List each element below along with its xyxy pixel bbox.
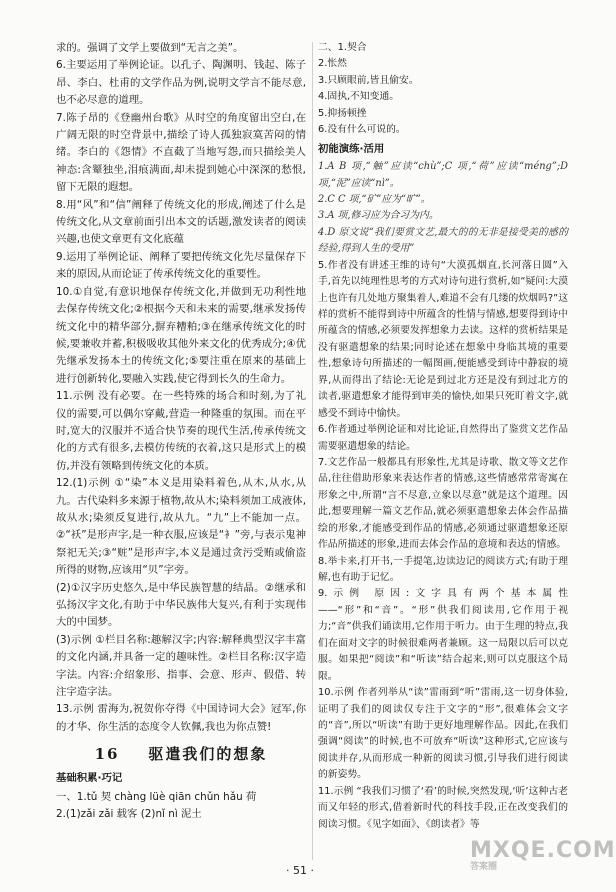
- answer-paragraph: 7.陈子昂的《登幽州台歌》从时空的角度留出空白,在广阔无限的时空背景中,描绘了诗人孤独寂寞苦闷的情绪。李白的《怨情》不直截了当地写怨,而只描绘美人神态:含颦独坐,泪痕满面,却未提到她心中深深的愁恨,留下无限的遐想。: [56, 111, 306, 194]
- answer-paragraph: 11.示例 没有必要。在一些特殊的场合和时刻,为了礼仪的需要,可以偶尔穿戴,营造一种隆重的氛围。而在平时,宽大的汉服并不适合快节奏的现代生活,传承传统文化的方式有很多,去模仿传统的衣着,这只是形式上的模仿,并没有领略到传统文化的本质。: [56, 390, 306, 472]
- handwritten-answer: 2.C C 项,“矿”应为“旷”。: [318, 193, 431, 205]
- answer-line: 5.抑扬顿挫: [318, 107, 367, 119]
- lesson-heading: [56, 746, 306, 763]
- pinyin-line: 2.(1)zǎi zǎi 载客 (2)nǐ nì 泥土: [56, 808, 202, 821]
- answer-paragraph: (2)①汉字历史悠久,是中华民族智慧的结晶。②继承和弘扬汉字文化,有助于中华民族伟大复兴,有利于实现伟大的中国梦。: [56, 581, 306, 629]
- answer-paragraph: 11.示例 “我我们习惯了‘看’的时候,突然发现,‘听’这种古老而又年轻的形式,借着新时代的科技手段,正在改变我们的阅读习惯。《见字如面》、《朗读者》等: [318, 785, 568, 830]
- watermark-logo: [470, 838, 616, 884]
- left-column: [56, 40, 306, 824]
- answer-paragraph: 6.主要运用了举例论证。以孔子、陶渊明、钱起、陈子昂、李白、杜甫的文学作品为例,说明文学言不能尽意,也不必尽意的道理。: [56, 59, 306, 107]
- answer-paragraph: (3)示例 ①栏目名称:趣解汉字;内容:解释典型汉字丰富的文化内涵,并具备一定的趣味性。②栏目名称:汉字造字法。内容:介绍象形、指事、会意、形声、假借、转注字造字法。: [56, 633, 306, 699]
- answer-paragraph: 7.文艺作品一般都具有形象性,尤其是诗歌、散文等文艺作品,往往借助形象来表达作者的情感,这些情感常常寄寓在形象之中,所谓“言不尽意,立象以尽意”就是这个道理。因此,想要理解一篇文艺作品,就必须驱遣想象去体会作品描绘的形象,才能感受到作品的情感,必须通过驱遣想象还原作品所描述的形象,进而去体会作品的意境和表达的情感。: [318, 456, 568, 551]
- handwritten-answer: 1.A B 项,“触”应读“chù”;C 项,“荷”应读“méng”;D 项,“泥”应读“nì”。: [318, 161, 568, 189]
- answer-paragraph: 8.举卡来,打开书,一手提笔,边读边记的阅读方式;有助于理解,也有助于记忆。: [318, 555, 568, 583]
- handwritten-answer: 4.D 原文说“我们要赏文艺,最大的的无非是接受美的感的经验,得到人生的受用”: [318, 226, 568, 255]
- answer-line: 2.怅然: [318, 58, 347, 70]
- right-column: [318, 40, 568, 833]
- watermark-sub: 答案圈: [470, 862, 498, 872]
- lesson-number: 16: [94, 745, 120, 764]
- handwritten-answer: 3.A 项,修习应为合习为内。: [318, 210, 439, 222]
- answer-paragraph: 8.用“风”和“信”阐释了传统文化的形成,阐述了什么是传统文化,从文章前面引出本文的话题,激发读者的阅读兴趣,也使文章更有文化底蕴: [56, 198, 306, 246]
- answer-line: 4.固执,不知变通。: [318, 91, 400, 103]
- answer-paragraph: 求的。强调了文学上要做到“无言之美”。: [56, 42, 244, 54]
- answer-paragraph: 12.(1)示例 ①“染”本义是用染料着色,从木,从水,从九。古代染料多来源于植物,故从木;染料须加工成液体,故从水;染须反复进行,故从九。“九”上不能加一点。②“袄”是形声字,是一种衣服,应该是“衤”旁,与表示鬼神祭祀无关;③“赃”是形声字,本义是通过贪污受贿或偷盗所得的财物,应该用“贝”字旁。: [56, 477, 306, 577]
- answer-paragraph: 5.作者没有讲述王维的诗句“大漠孤烟直,长河落日圆”入手,首先以纯理性思考的方式对诗句进行赏析,如“疑问:大漠上也许有几处地方聚集着人,难道不会有几缕的炊烟吗?”这样的赏析不能得到诗中所蕴含的性情与情感,想要得到诗中所蕴含的情感,必须要发挥想象力去读。这样的赏析结果是没有驱遣想象的结果;同时论述在想象中身临其境的重要性,想象诗句所描述的一幅图画,便能感受到诗中静寂的境界,从而得出了结论:无论是到过北方还是没有到过北方的读者,驱遣想象才能得到审美的愉快,如果只死盯着文字,就感受不到诗中愉快。: [318, 259, 568, 419]
- answer-line: 3.只顾眼前,皆且偷安。: [318, 74, 419, 86]
- answer-paragraph: 10.示例 作者列举从“读”雷雨到“听”雷雨,这一切身体验,证明了我们的阅读仅专注于文字的“形”,很难体会文字的“音”,所以“听读”有助于更好地理解作品。因此,在我们强调“阅读”的时候,也不可放弃“听读”这种形式,它应该与阅读并存,从而形成一种新的阅读习惯,引导我们进行阅读的新姿势。: [318, 687, 568, 781]
- answer-line: 二、1.契合: [318, 42, 367, 53]
- section-label: 基础积累·巧记: [56, 771, 123, 784]
- page-number: · 51 ·: [286, 864, 314, 877]
- answer-line: 6.没有什么可说的。: [318, 124, 406, 136]
- pinyin-line: 一、1.tǔ 契 chàng lüè qiān chǔn hǎu 荷: [56, 791, 257, 804]
- column-divider: [312, 42, 313, 860]
- answer-paragraph: 6.作者通过举例论证和对比论证,自然得出了鉴赏文艺作品需要驱遣想象的结论。: [318, 424, 568, 452]
- answer-paragraph: 9.示例 原因:文字具有两个基本属性——“形”和“音”。“形”供我们阅读用,它作用于视力;“音”供我们诵读用,它作用于听力。由于生理的特点,我们在面对文字的时候很难两者兼顾。这一局限以后可以克服。如果把“阅读”和“听读”结合起来,则可以克服这个局限。: [318, 588, 568, 682]
- section-label: 初能演练·活用: [318, 142, 385, 155]
- lesson-title: 驱遣我们的想象: [148, 745, 268, 764]
- answer-paragraph: 10.①自觉,有意识地保存传统文化,并做到无功利性地去保存传统文化;②根据今天和未来的需要,继承发扬传统文化中的精华部分,摒弃糟粕;③在继承传统文化的时候,要兼收并蓄,积极吸收其他外来文化的优秀成分;④优先继承发扬本土的传统文化;⑤要注重在原来的基础上进行创新转化,要融入实践,使它得到长久的生命力。: [56, 285, 306, 385]
- answer-paragraph: 13.示例 雷海为,祝贺你夺得《中国诗词大会》冠军,你的才华、你生活的态度令人钦佩,我也为你点赞!: [56, 703, 306, 733]
- answer-paragraph: 9.运用了举例论证、阐释了要把传统文化先尽量保存下来的原因,从而论证了传承传统文化的重要性。: [56, 250, 306, 281]
- watermark-main: MXQE.COM: [470, 838, 616, 863]
